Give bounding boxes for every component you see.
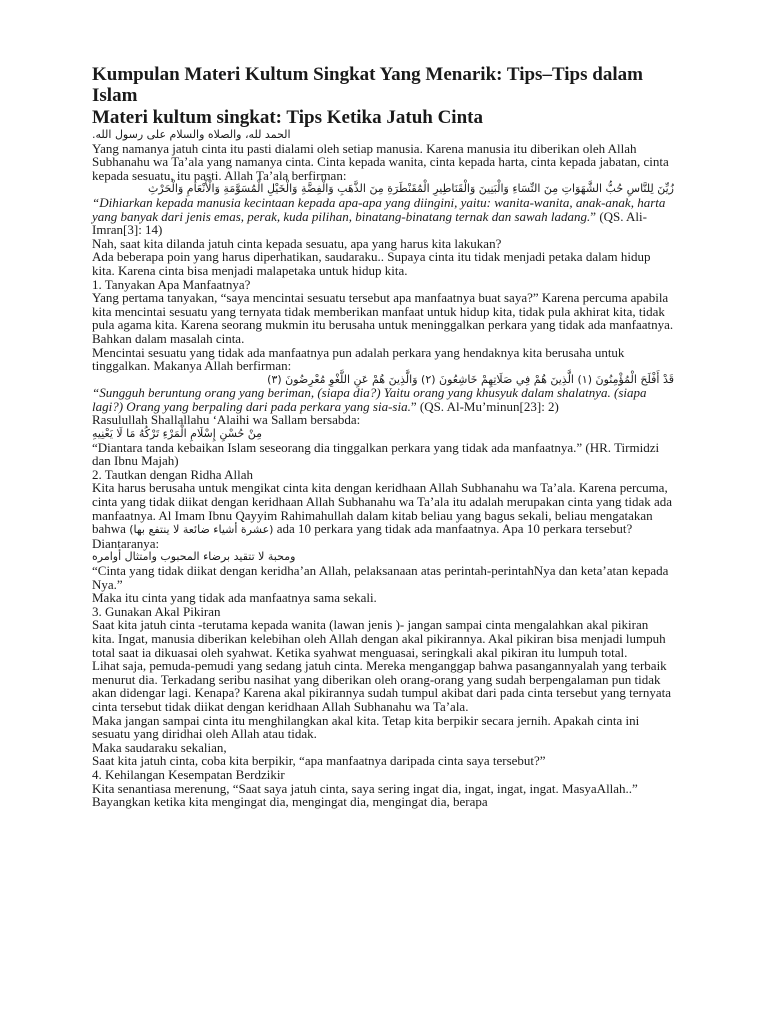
verse-translation-text: “Sungguh beruntung orang yang beriman, (siapa dia?) Yaitu orang yang khusyuk dalam shalatnya. (siapa lagi?) Orang yang berpaling dari pada perkara yang sia-sia. — [92, 385, 647, 414]
paragraph: Yang pertama tanyakan, “saya mencintai sesuatu tersebut apa manfaatnya buat saya?” Karena percuma apabila kita mencintai sesuatu yang ternyata tidak memberikan manfaat untuk hidup kita, tidak pula akhirat kita, tidak pula agama kita. Karena seorang mukmin itu berusaha untuk meninggalkan perkara yang tidak ada manfaatnya. Bahkan dalam masalah cinta. — [92, 290, 674, 346]
quote-translation: “Cinta yang tidak diikat dengan keridha’an Allah, pelaksanaan atas perintah-perintahNya dan keta’atan kepada Nya.” — [92, 563, 669, 592]
paragraph: Lihat saja, pemuda-pemudi yang sedang jatuh cinta. Mereka menganggap bahwa pasangannyalah yang terbaik menurut dia. Terkadang seribu nasihat yang diberikan oleh orang-orang yang sudah berpengalaman pun tidak akan didengar lagi. Kenapa? Karena akal pikirannya sudah tumpul akibat dari pada cinta tersebut yang ternyata cinta tersebut tidak diikat dengan keridhaan Allah Subhanahu wa Ta’ala. — [92, 658, 671, 714]
verse-arabic: قَدْ أَفْلَحَ الْمُؤْمِنُونَ (١) الَّذِينَ هُمْ فِي صَلَاتِهِمْ خَاشِعُونَ (٢) وَالَّذِينَ هُمْ عَنِ اللَّغْوِ مُعْرِضُونَ (٣) — [267, 372, 674, 386]
quote-arabic: ومحبة لا تتقيد برضاء المحبوب وامتثال أوامره — [92, 550, 296, 564]
paragraph: Saat kita jatuh cinta, coba kita berpikir, “apa manfaatnya daripada cinta saya tersebut?” — [92, 753, 546, 769]
paragraph: Yang namanya jatuh cinta itu pasti dialami oleh setiap manusia. Karena manusia itu diberikan oleh Allah Subhanahu wa Ta’ala yang namanya cinta. Cinta kepada wanita, cinta kepada harta, cinta kepada jabatan, cinta kepada sesuatu, itu pasti. Allah Ta’ala berfirman: — [92, 140, 669, 183]
verse-translation — [92, 386, 674, 413]
paragraph: Nah, saat kita dilanda jatuh cinta kepada sesuatu, apa yang harus kita lakukan? — [92, 235, 502, 251]
paragraph-text: ada 10 perkara yang tidak ada manfaatnya. Apa 10 perkara tersebut? Diantaranya: — [92, 521, 633, 551]
paragraph: Maka itu cinta yang tidak ada manfaatnya sama sekali. — [92, 590, 377, 606]
hadith-translation: “Diantara tanda kebaikan Islam seseorang dia tinggalkan perkara yang tidak ada manfaatnya.” (HR. Tirmidzi dan Ibnu Majah) — [92, 439, 660, 469]
paragraph — [92, 481, 674, 550]
section-heading: 3. Gunakan Akal Pikiran — [92, 603, 221, 619]
paragraph: Kita senantiasa merenung, “Saat saya jatuh cinta, saya sering ingat dia, ingat, ingat, ingat. MasyaAllah..” Bayangkan ketika kita mengingat dia, mengingat dia, mengingat dia, berapa — [92, 780, 638, 810]
verse-reference: ” (QS. Ali-Imran[3]: 14) — [92, 208, 647, 238]
paragraph: Saat kita jatuh cinta -terutama kepada wanita (lawan jenis )- jangan sampai cinta mengalahkan akal pikiran kita. Ingat, manusia diberikan kelebihan oleh Allah dengan akal pikirannya. Akal pikiran bisa menjadi lumpuh total saat ia dikuasai oleh syahwat. Ketika syahwat menguasai, seringkali akal pikiran itu lumpuh total. — [92, 617, 666, 660]
document-title: Kumpulan Materi Kultum Singkat Yang Menarik: Tips–Tips dalam Islam — [92, 64, 643, 106]
paragraph: Maka saudaraku sekalian, — [92, 739, 227, 755]
verse-translation — [92, 196, 674, 237]
paragraph: Mencintai sesuatu yang tidak ada manfaatnya pun adalah perkara yang hendaknya kita berusaha untuk tinggalkan. Makanya Allah berfirman: — [92, 344, 625, 374]
verse-arabic: زُيِّنَ لِلنَّاسِ حُبُّ الشَّهَوَاتِ مِنَ النِّسَاءِ وَالْبَنِينَ وَالْقَنَاطِيرِ الْمُقَنْطَرَةِ مِنَ الذَّهَبِ وَالْفِضَّةِ وَالْخَيْلِ الْمُسَوَّمَةِ وَالْأَنْعَامِ وَالْحَرْثِ — [148, 182, 674, 196]
hadith-arabic: مِنْ حُسْنِ إِسْلَامِ الْمَرْءِ تَرْكُهُ مَا لَا يَعْنِيهِ — [92, 427, 263, 441]
paragraph: Maka jangan sampai cinta itu menghilangkan akal kita. Tetap kita berpikir secara jernih. Apakah cinta ini sesuatu yang diridhai oleh Allah atau tidak. — [92, 712, 640, 742]
paragraph: Rasulullah Shallallahu ‘Alaihi wa Sallam bersabda: — [92, 412, 361, 428]
verse-reference: ” (QS. Al-Mu’minun[23]: 2) — [410, 398, 559, 414]
opening-arabic: الحمد لله، والصلاه والسلام على رسول الله. — [92, 128, 291, 141]
paragraph-text: Kita harus berusaha untuk mengikat cinta kita dengan keridhaan Allah Subhanahu wa Ta’ala. Karena percuma, cinta yang tidak diikat dengan keridhaan Allah Subhanahu wa Ta’ala itu adalah merupakan cinta yang tidak ada manfaatnya. Al Imam Ibnu Qayyim Rahimahullah dalam kitab beliau yang bagus sekali, beliau mengatakan bahwa — [92, 480, 673, 537]
paragraph: Ada beberapa poin yang harus diperhatikan, saudaraku.. Supaya cinta itu tidak menjadi petaka dalam hidup kita. Karena cinta bisa menjadi malapetaka untuk hidup kita. — [92, 249, 651, 278]
document-content — [92, 64, 674, 809]
document-subtitle: Materi kultum singkat: Tips Ketika Jatuh Cinta — [92, 107, 483, 128]
section-heading: 4. Kehilangan Kesempatan Berdzikir — [92, 766, 285, 782]
inline-arabic: (عشرة أشياء ضائعة لا ينتفع بها) — [129, 523, 274, 537]
section-heading: 1. Tanyakan Apa Manfaatnya? — [92, 276, 251, 292]
section-heading: 2. Tautkan dengan Ridha Allah — [92, 466, 253, 482]
verse-translation-text: “Dihiarkan kepada manusia kecintaan kepada apa-apa yang diingini, yaitu: wanita-wanita, anak-anak, harta yang banyak dari jenis emas, perak, kuda pilihan, binatang-binatang ternak dan sawah ladang. — [92, 194, 666, 224]
